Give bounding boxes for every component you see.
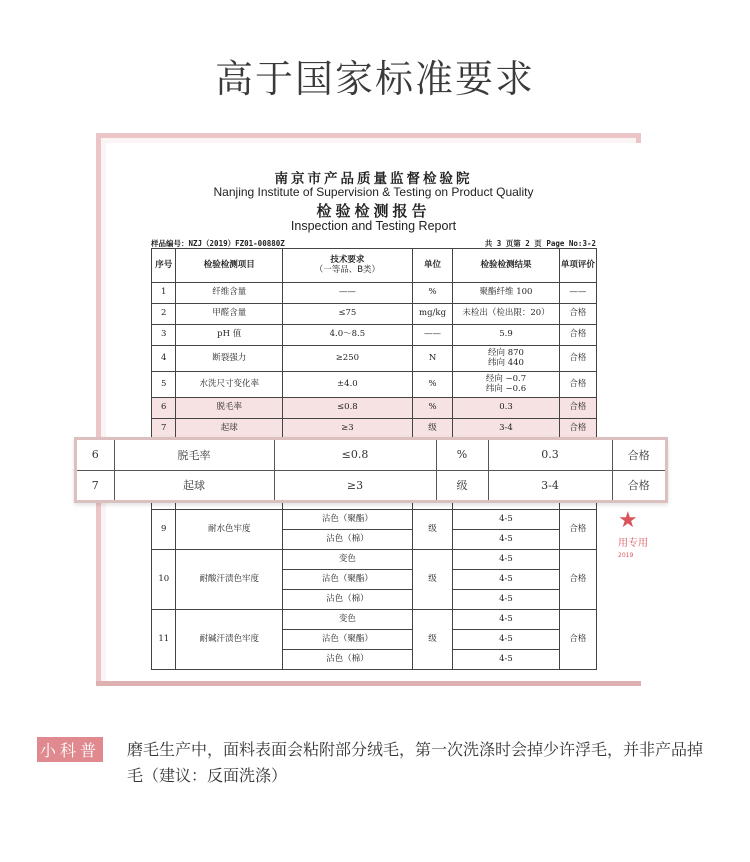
sub-result: 4-5 bbox=[453, 510, 559, 530]
group-name: 耐碱汗渍色牢度 bbox=[176, 610, 282, 670]
sub-label: 沾色（聚酯） bbox=[321, 513, 373, 524]
group-no: 11 bbox=[152, 610, 176, 670]
sub-item bbox=[282, 630, 412, 650]
highlight-row bbox=[77, 440, 665, 470]
tip-tag: 小科普 bbox=[37, 737, 103, 762]
sub-item bbox=[282, 510, 412, 530]
group-no: 10 bbox=[152, 550, 176, 610]
highlight-band bbox=[74, 437, 668, 503]
row-no: 5 bbox=[152, 372, 176, 398]
sub-label: 变色 bbox=[338, 613, 356, 624]
group-unit: 级 bbox=[412, 510, 452, 550]
sub-label: 沾色（棉） bbox=[326, 533, 369, 544]
sub-item bbox=[282, 570, 412, 590]
sub-result: 4-5 bbox=[453, 630, 559, 650]
seal-subtext: 2019 bbox=[618, 552, 634, 559]
hl-item: 起球 bbox=[114, 470, 274, 500]
group-unit: 级 bbox=[412, 610, 452, 670]
group-unit: 级 bbox=[412, 550, 452, 610]
table-row bbox=[152, 325, 597, 346]
sub-item bbox=[282, 590, 412, 610]
sub-result: 4-5 bbox=[453, 590, 559, 610]
row-eval: 合格 bbox=[559, 304, 596, 325]
row-req: ≥3 bbox=[282, 419, 412, 440]
row-eval: —— bbox=[559, 283, 596, 304]
hl-no: 6 bbox=[77, 440, 114, 470]
row-eval: 合格 bbox=[559, 325, 596, 346]
group-name: 耐酸汗渍色牢度 bbox=[176, 550, 282, 610]
sub-item bbox=[282, 610, 412, 630]
table-row bbox=[152, 346, 597, 372]
row-item: 纤维含量 bbox=[176, 283, 282, 304]
row-req: 4.0～8.5 bbox=[282, 325, 412, 346]
row-result-weft: 纬向 −0.6 bbox=[485, 383, 527, 394]
hl-req: ≥3 bbox=[274, 470, 436, 500]
col-header-req-label: 技术要求 bbox=[330, 254, 365, 265]
row-req: ≤75 bbox=[282, 304, 412, 325]
sub-result: 4-5 bbox=[453, 650, 559, 670]
report-title-en: Inspection and Testing Report bbox=[290, 219, 457, 233]
row-result: 0.3 bbox=[453, 398, 559, 419]
hl-result: 0.3 bbox=[488, 440, 612, 470]
row-result: 5.9 bbox=[453, 325, 559, 346]
row-result-weft: 纬向 440 bbox=[488, 357, 524, 368]
sub-label: 变色 bbox=[338, 553, 356, 564]
row-result-warp: 经向 870 bbox=[488, 347, 524, 358]
sub-result: 4-5 bbox=[453, 570, 559, 590]
row-result: 3-4 bbox=[453, 419, 559, 440]
row-req: —— bbox=[282, 283, 412, 304]
sub-item bbox=[282, 550, 412, 570]
group-eval: 合格 bbox=[559, 550, 596, 610]
row-eval: 合格 bbox=[559, 398, 596, 419]
table-header-row bbox=[152, 249, 597, 283]
row-unit: % bbox=[412, 372, 452, 398]
institute-name-cn: 南京市产品质量监督检验院 bbox=[274, 171, 473, 187]
sub-result: 4-5 bbox=[453, 550, 559, 570]
hl-eval: 合格 bbox=[627, 479, 650, 493]
table-row bbox=[152, 510, 597, 530]
hl-unit: % bbox=[436, 440, 488, 470]
row-item: 脱毛率 bbox=[176, 398, 282, 419]
row-item: 断裂强力 bbox=[176, 346, 282, 372]
hl-item: 脱毛率 bbox=[114, 440, 274, 470]
col-header-result: 检验检测结果 bbox=[453, 249, 559, 283]
col-header-req-sub: （一等品、B类） bbox=[314, 264, 381, 275]
group-eval: 合格 bbox=[559, 610, 596, 670]
sub-item bbox=[282, 650, 412, 670]
row-eval: 合格 bbox=[559, 346, 596, 372]
sub-label: 沾色（棉） bbox=[326, 653, 369, 664]
row-no: 6 bbox=[152, 398, 176, 419]
sub-label: 沾色（聚酯） bbox=[321, 573, 373, 584]
row-result bbox=[453, 346, 559, 372]
tip-text: 磨毛生产中，面料表面会粘附部分绒毛，第一次洗涤时会掉少许浮毛，并非产品掉毛（建议：反面洗涤） bbox=[127, 740, 704, 785]
hl-unit: 级 bbox=[436, 470, 488, 500]
page-title: 高于国家标准要求 bbox=[214, 57, 535, 101]
col-header-unit: 单位 bbox=[412, 249, 452, 283]
row-no: 4 bbox=[152, 346, 176, 372]
row-eval: 合格 bbox=[559, 419, 596, 440]
hl-no: 7 bbox=[77, 470, 114, 500]
table-row bbox=[152, 372, 597, 398]
sub-result: 4-5 bbox=[453, 530, 559, 550]
row-unit: N bbox=[412, 346, 452, 372]
sample-number: 样品编号：NZJ（2019）FZ01-00880Z bbox=[151, 239, 285, 248]
sub-label: 沾色（聚酯） bbox=[321, 633, 373, 644]
table-row bbox=[152, 610, 597, 630]
row-result: 未检出（检出限：20） bbox=[453, 304, 559, 325]
official-seal bbox=[618, 508, 658, 588]
seal-text: 用专用 bbox=[618, 538, 648, 549]
highlight-table bbox=[77, 440, 665, 500]
report-frame bbox=[96, 133, 648, 686]
row-item: 起球 bbox=[176, 419, 282, 440]
table-row bbox=[152, 283, 597, 304]
row-req: ≥250 bbox=[282, 346, 412, 372]
hl-eval: 合格 bbox=[612, 440, 665, 470]
sub-item bbox=[282, 530, 412, 550]
sub-label: 沾色（棉） bbox=[326, 593, 369, 604]
row-no: 1 bbox=[152, 283, 176, 304]
row-unit: mg/kg bbox=[412, 304, 452, 325]
group-name: 耐水色牢度 bbox=[176, 510, 282, 550]
report-title-cn: 检验检测报告 bbox=[316, 202, 431, 220]
sub-result: 4-5 bbox=[453, 610, 559, 630]
row-no: 3 bbox=[152, 325, 176, 346]
institute-name-en: Nanjing Institute of Supervision & Testing on Product Quality bbox=[213, 185, 534, 199]
table-row bbox=[152, 304, 597, 325]
group-eval: 合格 bbox=[559, 510, 596, 550]
col-header-eval: 单项评价 bbox=[559, 249, 596, 283]
row-no: 7 bbox=[152, 419, 176, 440]
row-item: 甲醛含量 bbox=[176, 304, 282, 325]
test-report-document bbox=[106, 143, 648, 685]
row-unit: % bbox=[412, 398, 452, 419]
row-req: ±4.0 bbox=[282, 372, 412, 398]
col-header-req bbox=[282, 249, 412, 283]
page-number: 共 3 页第 2 页 Page No:3-2 bbox=[484, 239, 596, 248]
row-no: 2 bbox=[152, 304, 176, 325]
hl-result: 3-4 bbox=[488, 470, 612, 500]
col-header-item: 检验检测项目 bbox=[176, 249, 282, 283]
group-no: 9 bbox=[152, 510, 176, 550]
row-unit: % bbox=[412, 283, 452, 304]
row-result: 聚酯纤维 100 bbox=[453, 283, 559, 304]
row-unit: —— bbox=[412, 325, 452, 346]
row-eval: 合格 bbox=[559, 372, 596, 398]
col-header-no: 序号 bbox=[152, 249, 176, 283]
row-req: ≤0.8 bbox=[282, 398, 412, 419]
table-row-highlighted bbox=[152, 398, 597, 419]
row-item: 水洗尺寸变化率 bbox=[176, 372, 282, 398]
table-row bbox=[152, 550, 597, 570]
seal-star-icon: ★ bbox=[618, 508, 638, 533]
row-result-warp: 经向 −0.7 bbox=[485, 373, 527, 384]
row-unit: 级 bbox=[412, 419, 452, 440]
hl-req: ≤0.8 bbox=[274, 440, 436, 470]
highlight-row bbox=[77, 470, 665, 500]
row-result bbox=[453, 372, 559, 398]
row-item: pH 值 bbox=[176, 325, 282, 346]
